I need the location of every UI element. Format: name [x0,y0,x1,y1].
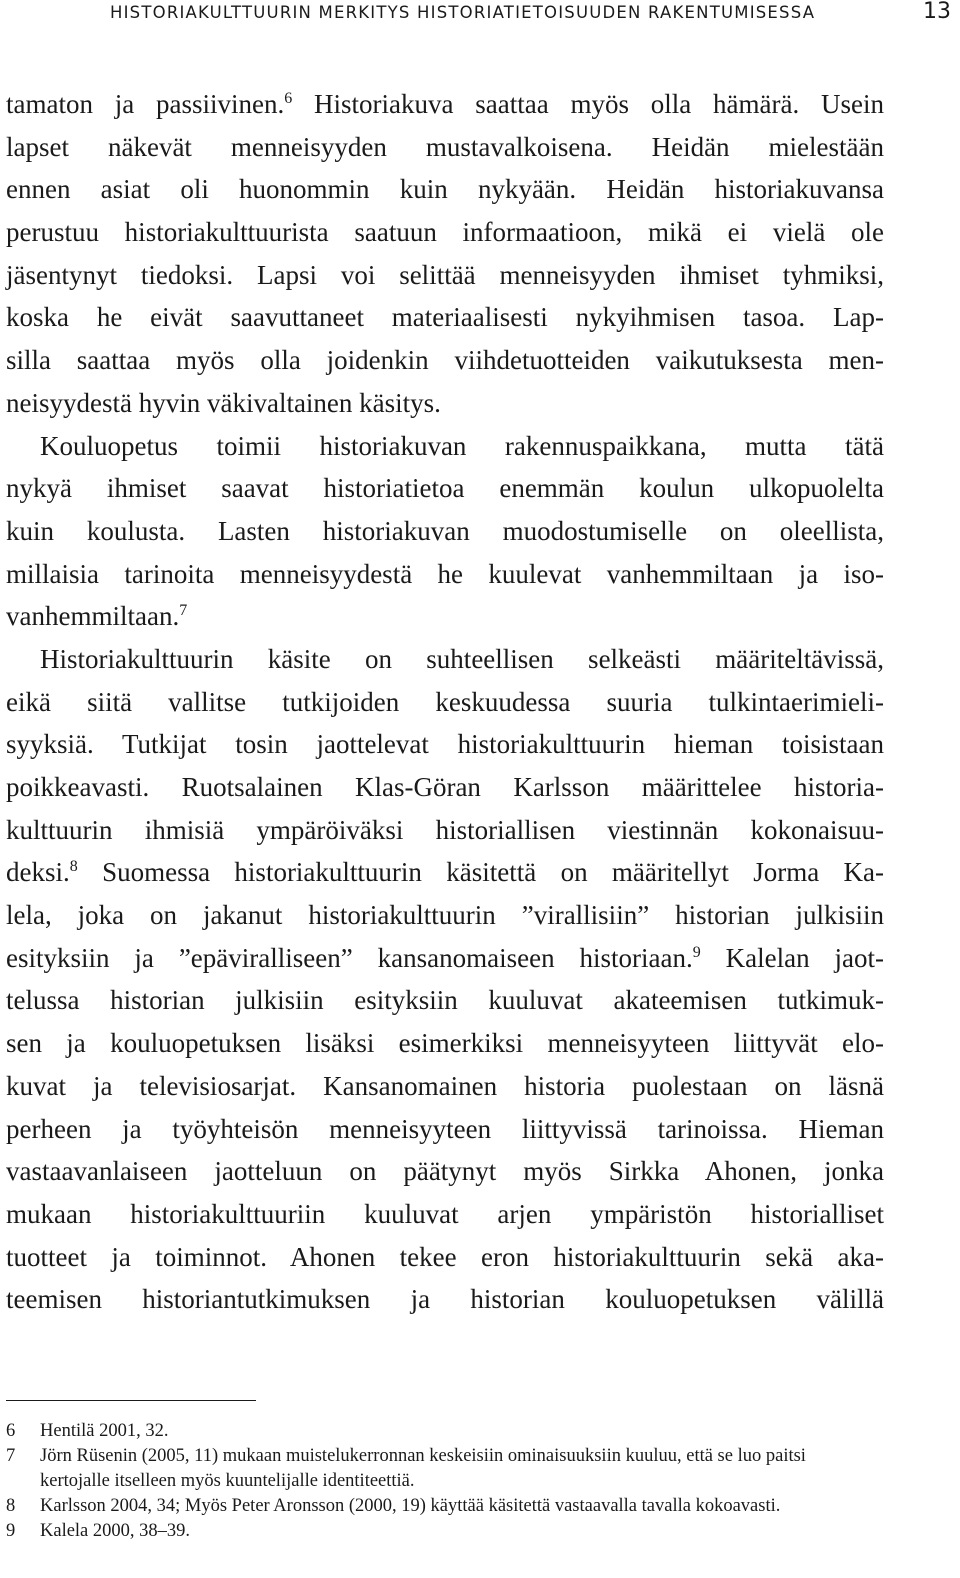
text-line: millaisia tarinoita menneisyydestä he kuulevat vanhemmiltaan ja iso- [6,558,884,589]
running-title: HISTORIAKULTTUURIN MERKITYS HISTORIATIETOISUUDEN RAKENTUMISESSA [110,3,816,22]
footnote-9 [6,1519,876,1544]
footnote-number: 6 [6,1421,16,1441]
text-line: silla saattaa myös olla joidenkin viihdetuotteiden vaikutuksesta men- [6,345,884,376]
text-line: deksi.$^8$ Suomessa historiakulttuurin käsitettä on määritellyt Jorma Ka- [6,857,884,888]
footnote-divider [6,1400,256,1401]
text-line: perustuu historiakulttuurista saatuun informaatioon, mikä ei vielä ole [6,217,884,248]
running-header [0,0,960,34]
text-line: ennen asiat oli huonommin kuin nykyään. Heidän historiakuvansa [6,174,884,205]
footnote-text: Karlsson 2004, 34; Myös Peter Aronsson (2000, 19) käyttää käsitettä vastaavalla tavalla kokoavasti. [40,1496,781,1516]
text-line: syyksiä. Tutkijat tosin jaottelevat historiakulttuurin hieman toisistaan [6,729,884,760]
text-line: lapset näkevät menneisyyden mustavalkoisena. Heidän mielestään [6,131,884,162]
footnote-ref[interactable]: 8 [69,858,78,876]
text-line: tamaton ja passiivinen.$^6$ Historiakuva saattaa myös olla hämärä. Usein [6,89,884,119]
text-line: koska he eivät saavuttaneet materiaalisesti nykyihmisen tasoa. Lap- [6,302,884,333]
footnote-6 [6,1419,876,1444]
text-line: telussa historian julkisiin esityksiin kuuluvat akateemisen tutkimuk- [6,985,884,1016]
footnote-text: Jörn Rüsenin (2005, 11) mukaan muistelukerronnan keskeisiin ominaisuuksiin kuuluu, että se luo paitsi kertojalle itselleen myös kuuntelijalle identiteettiä. [40,1446,806,1491]
footnote-ref[interactable]: 6 [284,90,293,107]
text-line: jäsentynyt tiedoksi. Lapsi voi selittää menneisyyden ihmiset tyhmiksi, [6,259,884,290]
footnote-7 [6,1444,876,1494]
text-line: tuotteet ja toiminnot. Ahonen tekee eron historiakulttuurin sekä aka- [6,1241,884,1272]
footnote-8 [6,1494,876,1519]
footnote-number: 9 [6,1521,16,1541]
text-line: nykyä ihmiset saavat historiatietoa enemmän koulun ulkopuolelta [6,473,884,504]
text-line: esityksiin ja ”epäviralliseen” kansanomaiseen historiaan.$^9$ Kalelan jaot- [6,942,884,973]
footnote-ref[interactable]: 7 [179,602,188,620]
text-line: sen ja kouluopetuksen lisäksi esimerkiksi menneisyyteen liittyvät elo- [6,1028,884,1059]
footnote-ref[interactable]: 9 [692,943,701,961]
text-line: poikkeavasti. Ruotsalainen Klas-Göran Karlsson määrittelee historia- [6,772,884,802]
text-line: teemisen historiantutkimuksen ja historian kouluopetuksen välillä [6,1284,884,1315]
footnote-text: Kalela 2000, 38–39. [40,1521,191,1541]
text-line: vastaavanlaiseen jaotteluun on päätynyt myös Sirkka Ahonen, jonka [6,1156,884,1187]
text-line: perheen ja työyhteisön menneisyyteen liittyvissä tarinoissa. Hieman [6,1113,884,1144]
text-line: kuin koulusta. Lasten historiakuvan muodostumiselle on oleellista, [6,515,884,546]
text-line: neisyydestä hyvin väkivaltainen käsitys. [6,387,441,418]
text-line: eikä siitä vallitse tutkijoiden keskuudessa suuria tulkintaerimieli- [6,686,884,717]
text-line: kulttuurin ihmisiä ympäröiväksi historiallisen viestinnän kokonaisuu- [6,814,884,845]
footnote-text: Hentilä 2001, 32. [40,1421,169,1441]
footnote-number: 8 [6,1496,16,1516]
footnote-number: 7 [6,1446,16,1466]
text-line: vanhemmiltaan.$^7$ [6,601,188,632]
text-line: kuvat ja televisiosarjat. Kansanomainen historia puolestaan on läsnä [6,1070,884,1101]
text-line: Historiakulttuurin käsite on suhteellisen selkeästi määriteltävissä, [40,643,884,674]
text-line: Kouluopetus toimii historiakuvan rakennuspaikkana, mutta tätä [40,430,884,461]
body-text [6,83,884,1321]
text-line: mukaan historiakulttuuriin kuuluvat arjen ympäristön historialliset [6,1198,884,1229]
footnotes [6,1419,876,1544]
page-number: 13 [923,0,951,24]
text-line: lela, joka on jakanut historiakulttuurin ”virallisiin” historian julkisiin [6,900,884,931]
